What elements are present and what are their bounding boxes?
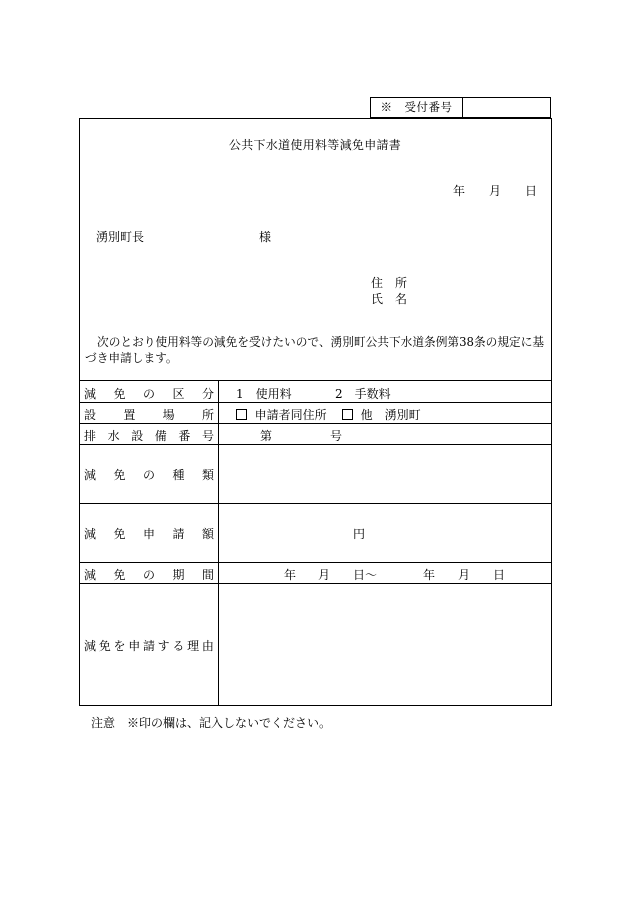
date-year-label: 年 <box>453 184 466 198</box>
row-label-location: 設 置 場 所 <box>84 408 214 422</box>
row-label-category: 減 免 の 区 分 <box>84 387 214 401</box>
drain-number-prefix: 第 <box>260 429 273 443</box>
addressee-honorific: 様 <box>259 230 272 244</box>
period-to-month: 月 <box>458 568 471 582</box>
row-label-kind: 減 免 の 種 類 <box>84 468 214 482</box>
receipt-number-label: ※ 受付番号 <box>371 98 463 117</box>
date-day-label: 日 <box>525 184 538 198</box>
period-to-year: 年 <box>423 568 436 582</box>
form-title: 公共下水道使用料等減免申請書 <box>228 138 402 152</box>
amount-unit-yen: 円 <box>353 527 366 541</box>
table-top-rule <box>79 380 552 381</box>
period-to-day: 日 <box>493 568 506 582</box>
table-row-rule <box>79 402 552 403</box>
category-option-charge: 2 手数料 <box>335 387 391 401</box>
applicant-name-label: 氏 名 <box>371 292 408 306</box>
location-option-other: 他 湧別町 <box>342 406 421 423</box>
row-label-period: 減 免 の 期 間 <box>84 568 214 582</box>
checkbox-icon[interactable] <box>342 409 353 420</box>
period-from-year: 年 <box>284 568 297 582</box>
checkbox-icon[interactable] <box>236 409 247 420</box>
footer-note: 注意 ※印の欄は、記入しないでください。 <box>91 716 332 730</box>
table-row-rule <box>79 503 552 504</box>
location-option-same-address: 申請者同住所 <box>236 406 327 423</box>
addressee-name: 湧別町長 <box>96 230 145 244</box>
statement-line-1: 次のとおり使用料等の減免を受けたいので、湧別町公共下水道条例第38条の規定に基 <box>97 335 545 349</box>
table-row-rule <box>79 423 552 424</box>
category-option-fee: 1 使用料 <box>236 387 292 401</box>
row-label-amount: 減 免 申 請 額 <box>84 527 214 541</box>
table-row-rule <box>79 562 552 563</box>
table-column-divider <box>218 380 219 706</box>
drain-number-suffix: 号 <box>330 429 343 443</box>
row-label-reason: 減 免 を 申 請 す る 理 由 <box>84 639 214 653</box>
table-row-rule <box>79 583 552 584</box>
period-from-month: 月 <box>318 568 331 582</box>
receipt-number-box <box>370 97 551 118</box>
period-from-day: 日〜 <box>353 568 378 582</box>
applicant-address-label: 住 所 <box>371 276 408 290</box>
table-row-rule <box>79 444 552 445</box>
statement-line-2: づき申請します。 <box>85 351 178 365</box>
row-label-drain-number: 排 水 設 備 番 号 <box>84 429 214 443</box>
date-month-label: 月 <box>489 184 502 198</box>
